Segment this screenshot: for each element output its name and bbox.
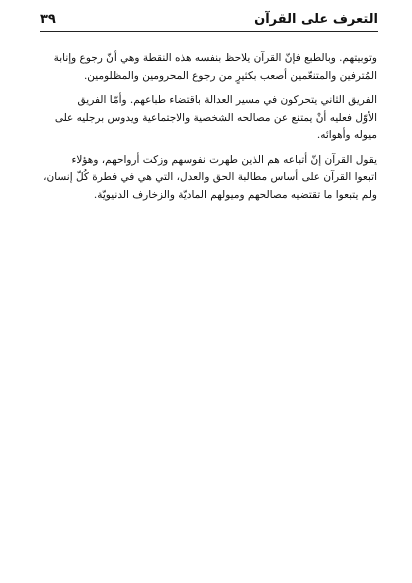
text-line: ولم يتبعوا ما تقتضيه مصالحهم وميولهم الماديّة والزخارف الدنيويّة.: [93, 188, 377, 201]
page-number: ٣٩: [40, 12, 56, 27]
page-header: [40, 10, 378, 32]
paragraph-3: [38, 152, 377, 205]
body-text: [38, 50, 377, 211]
paragraph-2: [38, 92, 377, 145]
header-divider: [40, 31, 378, 32]
text-line: المُترفين والمتنعّمين أصعب بكثيرٍ من رجوع المحرومين والمظلومين.: [83, 69, 377, 82]
text-line: يقول القرآن إنّ أتباعه هم الذين طهرت نفوسهم وزكت أرواحهم، وهؤلاء: [71, 153, 377, 166]
text-line: اتبعوا القرآن على أساس مطالبة الحق والعدل، التي هي في فطرة كُلّ إنسان،: [43, 171, 377, 183]
text-line: الفريق الثاني يتحركون في مسير العدالة باقتضاء طباعهم. وأمّا الفريق: [77, 94, 377, 106]
text-line: ميوله وأهوائه.: [316, 129, 377, 141]
text-line: الأوّل فعليه أنْ يمتنع عن مصالحه الشخصية والاجتماعية ويدوس برجليه على: [54, 111, 377, 124]
text-line: وتوبيتهم. وبالطبع فإنّ القرآن يلاحظ بنفسه هذه النقطة وهي أنّ رجوع وإنابة: [53, 52, 377, 64]
paragraph-1: [38, 50, 377, 85]
running-title: التعرف على القرآن: [254, 12, 378, 27]
